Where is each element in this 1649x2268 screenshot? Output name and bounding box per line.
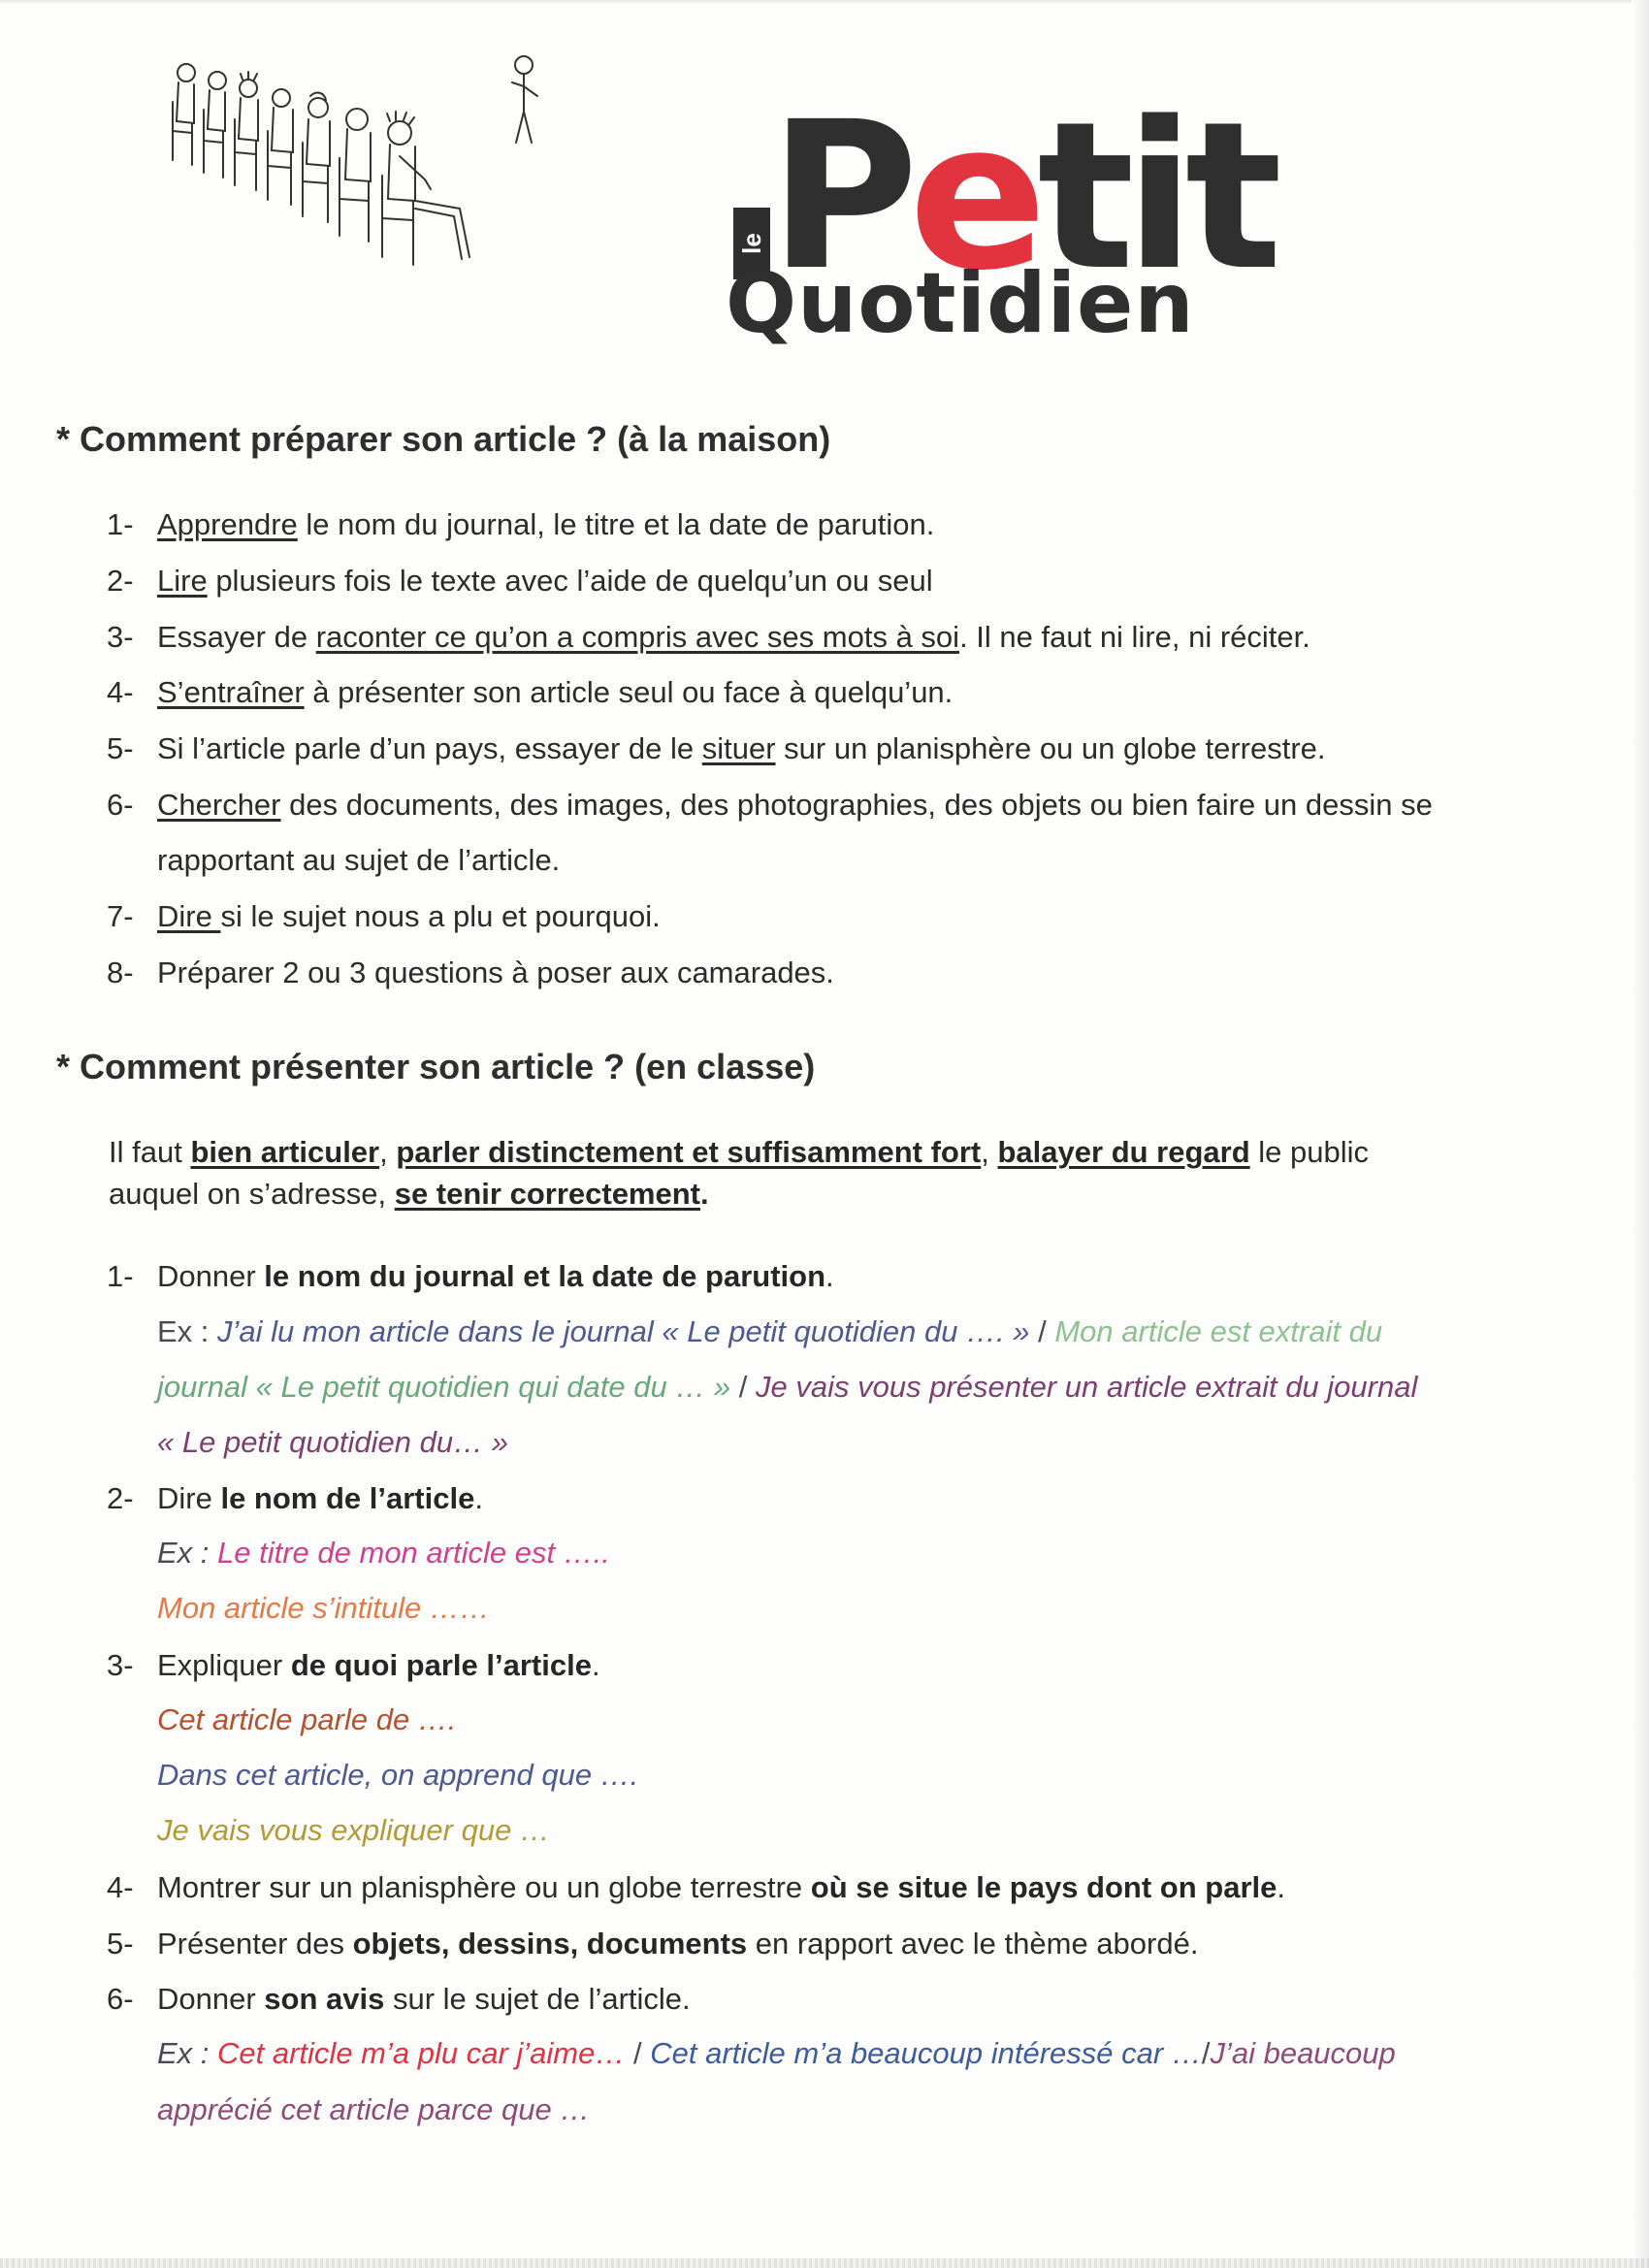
intro-text: Il faut (109, 1135, 191, 1169)
example-text: Cet article m’a beaucoup intéressé car … (650, 2036, 1202, 2070)
item-number: 4- (107, 675, 134, 709)
example-line: Dans cet article, on apprend que …. (157, 1758, 639, 1792)
intro-text: . (700, 1177, 709, 1211)
intro-text: , (981, 1135, 998, 1169)
item-number: 1- (107, 1259, 134, 1293)
item-text: sur le sujet de l’article. (384, 1982, 691, 2016)
example-line: Je vais vous expliquer que … (157, 1813, 550, 1847)
scan-edge (1632, 0, 1649, 2268)
scan-edge (0, 0, 1649, 4)
intro-emphasis: bien articuler (190, 1135, 380, 1169)
underlined-verb: S’entraîner (157, 675, 305, 709)
item-text: . (591, 1648, 600, 1682)
example-label: Ex : (157, 2036, 218, 2070)
item-text: Dire (157, 1481, 221, 1515)
logo-le-text: le (737, 233, 766, 254)
item-text: Donner (157, 1982, 265, 2016)
example-line: Mon article s’intitule …… (157, 1591, 490, 1625)
list-item (107, 675, 953, 710)
seated-person-7 (382, 112, 469, 265)
underlined-phrase: raconter ce qu’on a compris avec ses mots à soi (315, 620, 960, 654)
underlined-verb: situer (701, 731, 776, 765)
intro-line-2 (109, 1177, 709, 1212)
example-line (157, 1536, 610, 1571)
item-number: 6- (107, 788, 134, 822)
logo-petit-e: e (908, 78, 1038, 315)
section-heading-present: * Comment présenter son article ? (en classe) (56, 1047, 816, 1086)
seated-person-4 (268, 89, 293, 205)
example-text: Le titre de mon article est ….. (217, 1536, 610, 1570)
underlined-verb: Apprendre (157, 507, 298, 541)
item-number: 2- (107, 564, 134, 598)
item-emphasis: le nom de l’article (220, 1481, 475, 1515)
example-label: Ex : (157, 1536, 218, 1570)
logo-quotidien: Quotidien (726, 255, 1195, 352)
seated-person-3 (235, 72, 258, 190)
item-text: Présenter des (157, 1927, 353, 1960)
item-emphasis: de quoi parle l’article (290, 1648, 592, 1682)
item-text: le nom du journal, le titre et la date de parution. (297, 507, 935, 541)
example-line (157, 1370, 1417, 1405)
example-line: Ex : Cet article m’a plu car j’aime… / Cet article m’a beaucoup intéressé car …/J’ai beaucoup (157, 2036, 1396, 2070)
item-number: 3- (107, 1648, 134, 1682)
item-number: 4- (107, 1870, 134, 1904)
underlined-verb: Chercher (157, 788, 281, 822)
item-number: 1- (107, 507, 134, 541)
item-text: si le sujet nous a plu et pourquoi. (220, 899, 661, 933)
item-text: des documents, des images, des photographies, des objets ou bien faire un dessin se (280, 788, 1433, 822)
item-text: Si l’article parle d’un pays, essayer de le (157, 731, 702, 765)
item-text: Expliquer (157, 1648, 291, 1682)
logo-petit-tit: tit (1037, 78, 1274, 315)
section-heading-prepare: * Comment préparer son article ? (à la maison) (56, 419, 831, 459)
example-separator: / (625, 2036, 651, 2070)
le-petit-quotidien-logo (726, 78, 1463, 352)
example-text: Cet article m’a plu car j’aime… (217, 2036, 626, 2070)
underlined-verb: Dire (157, 899, 221, 933)
intro-text: auquel on s’adresse, (109, 1177, 395, 1211)
list-item (107, 507, 934, 542)
list-item (107, 1481, 483, 1516)
item-number: 5- (107, 731, 134, 765)
item-continuation: rapportant au sujet de l’article. (157, 843, 561, 877)
item-text: . (1277, 1870, 1285, 1904)
item-emphasis: son avis (264, 1982, 385, 2016)
list-item (107, 1259, 834, 1294)
item-text: à présenter son article seul ou face à quelqu’un. (304, 675, 954, 709)
list-item (107, 1870, 1285, 1905)
underlined-verb: Lire (157, 564, 208, 598)
item-text: Essayer de (157, 620, 316, 654)
scan-edge (0, 2258, 1649, 2268)
item-text: en rapport avec le thème abordé. (747, 1927, 1199, 1960)
item-number: 6- (107, 1982, 134, 2016)
audience-illustration (165, 53, 572, 344)
item-text: plusieurs fois le texte avec l’aide de quelqu’un ou seul (207, 564, 933, 598)
example-text: Mon article est extrait du (1054, 1314, 1383, 1348)
example-separator: / (730, 1370, 756, 1404)
example-text: Je vais vous présenter un article extrait du journal (756, 1370, 1418, 1404)
item-text: . (474, 1481, 483, 1515)
list-item (107, 1648, 600, 1683)
list-item (107, 788, 1433, 823)
item-text: Préparer 2 ou 3 questions à poser aux camarades. (157, 956, 834, 989)
example-line: apprécié cet article parce que … (157, 2092, 591, 2126)
list-item (107, 1982, 691, 2017)
intro-emphasis: parler distinctement et suffisamment fort (396, 1135, 982, 1169)
item-text: Montrer sur un planisphère ou un globe terrestre (157, 1870, 811, 1904)
item-number: 7- (107, 899, 134, 933)
example-line: « Le petit quotidien du… » (157, 1425, 508, 1459)
item-number: 3- (107, 620, 134, 654)
item-text: sur un planisphère ou un globe terrestre. (775, 731, 1326, 765)
example-separator: / (1029, 1314, 1055, 1348)
item-number: 5- (107, 1927, 134, 1960)
item-text: . (825, 1259, 834, 1293)
list-item (107, 956, 834, 990)
example-text: J’ai lu mon article dans le journal « Le petit quotidien du …. » (217, 1314, 1030, 1348)
item-number: 2- (107, 1481, 134, 1515)
list-item (107, 564, 933, 599)
example-line (157, 1314, 1382, 1349)
intro-emphasis: se tenir correctement (394, 1177, 701, 1211)
example-line: Cet article parle de …. (157, 1702, 457, 1736)
example-label: Ex : (157, 1314, 218, 1348)
item-number: 8- (107, 956, 134, 989)
list-item (107, 1927, 1198, 1961)
logo-petit-p: P (769, 78, 909, 315)
intro-text: le public (1249, 1135, 1370, 1169)
intro-text: , (379, 1135, 397, 1169)
intro-emphasis: balayer du regard (997, 1135, 1250, 1169)
seated-person-5 (303, 93, 330, 222)
list-item (107, 620, 1310, 655)
seated-person-2 (204, 72, 226, 178)
item-text: Donner (157, 1259, 265, 1293)
seated-person-6 (340, 109, 371, 242)
intro-line-1 (109, 1135, 1369, 1170)
list-item (107, 899, 661, 934)
item-emphasis: le nom du journal et la date de parution (264, 1259, 826, 1293)
item-emphasis: où se situe le pays dont on parle (810, 1870, 1277, 1904)
seated-person-1 (173, 64, 195, 165)
example-text: J’ai beaucoup (1210, 2036, 1396, 2070)
example-text: journal « Le petit quotidien qui date du … » (157, 1370, 731, 1404)
standing-child (512, 56, 537, 143)
list-item (107, 731, 1326, 766)
item-emphasis: objets, dessins, documents (352, 1927, 748, 1960)
item-text: . Il ne faut ni lire, ni réciter. (959, 620, 1310, 654)
